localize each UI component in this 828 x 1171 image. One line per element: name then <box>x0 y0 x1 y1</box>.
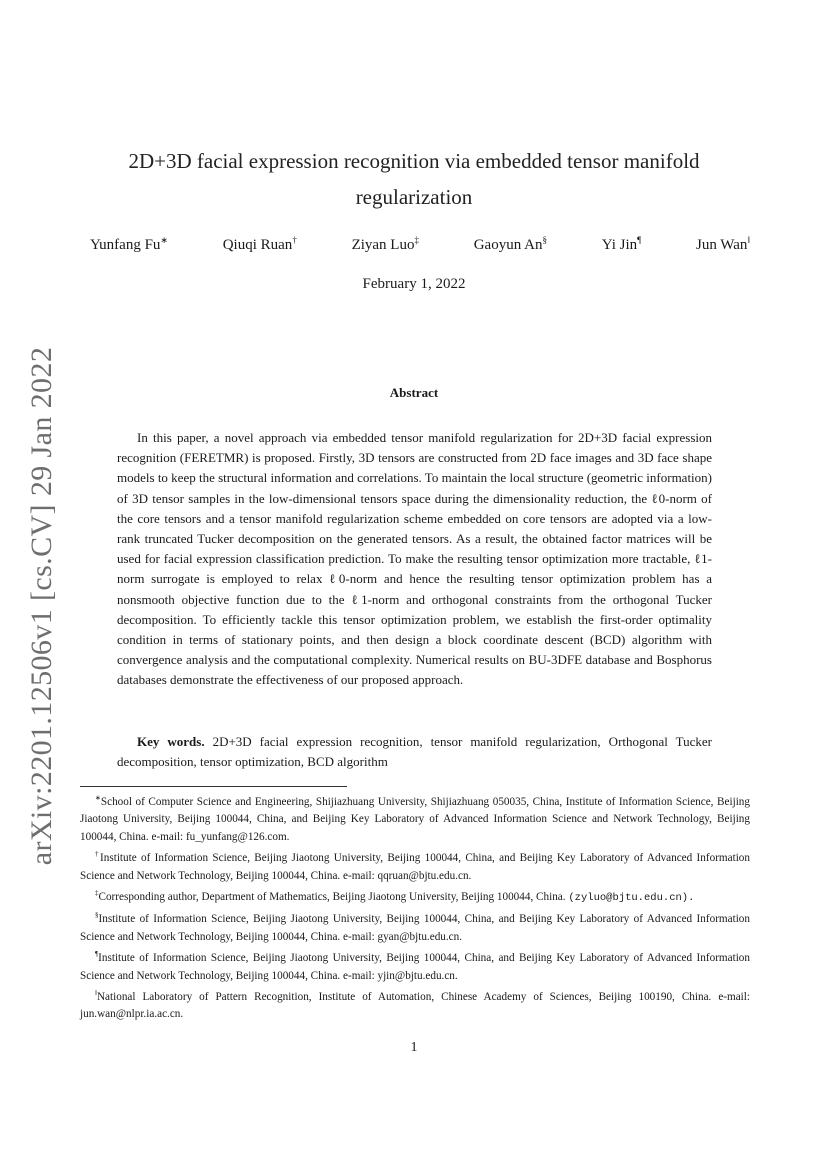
footnote <box>80 985 750 1024</box>
arxiv-identifier-stamp: arXiv:2201.12506v1 [cs.CV] 29 Jan 2022 <box>25 346 58 866</box>
footnote-email: (zyluo@bjtu.edu.cn). <box>568 892 695 905</box>
footnote <box>80 885 750 907</box>
footnote-mark: † <box>95 850 101 859</box>
author-mark: ‡ <box>414 235 419 245</box>
footnote-mark: ‖ <box>95 989 97 998</box>
footnote-text: Corresponding author, Department of Mathematics, Beijing Jiaotong University, Beijing 100044, China. <box>98 891 566 904</box>
abstract-body: In this paper, a novel approach via embedded tensor manifold regularization for 2D+3D facial expression recognition (FERETMR) is proposed. Firstly, 3D tensors are constructed from 2D face images and 3D face shape models to keep the structural information and correlations. To maintain the local structure (geometric information) of 3D tensor samples in the low-dimensional tensors space during the dimensionality reduction, the ℓ0-norm of the core tensors and a tensor manifold regularization scheme embedded on core tensors are adopted via a low-rank truncated Tucker decomposition on the generated tensors. As a result, the obtained factor matrices will be used for facial expression classification prediction. To make the resulting tensor optimization more tractable, ℓ1-norm surrogate is employed to relax ℓ0-norm and hence the resulting tensor optimization problem has a nonsmooth objective function due to the ℓ1-norm and orthogonal constraints from the orthogonal Tucker decomposition. To efficiently tackle this tensor optimization problem, we establish the first-order optimality condition in terms of stationary points, and then design a block coordinate descent (BCD) algorithm with convergence analysis and the computational complexity. Numerical results on BU-3DFE database and Bosphorus databases demonstrate the effectiveness of our proposed approach. <box>117 430 712 688</box>
footnote-mark: ‡ <box>95 889 99 898</box>
author-mark: § <box>542 235 547 245</box>
author-mark: ‖ <box>747 235 750 245</box>
author <box>352 235 419 254</box>
author-name: Gaoyun An <box>473 237 543 253</box>
footnote-mark: § <box>95 911 99 920</box>
author-mark: ∗ <box>160 235 168 245</box>
footnote <box>80 846 750 885</box>
author <box>696 235 750 254</box>
footnote-text: School of Computer Science and Engineering, Shijiazhuang University, Shijiazhuang 050035, China, Institute of Information Science, Beijing Jiaotong University, Beijing 100044, China, and Beijing Key Laboratory of Advanced Information Science and Network Technology, Beijing 100044, China. e-mail: fu_yunfang@126.com. <box>80 796 750 843</box>
author-name: Jun Wan <box>695 237 748 253</box>
footnote-text: Institute of Information Science, Beijing Jiaotong University, Beijing 100044, China, and Beijing Key Laboratory of Advanced Information Science and Network Technology, Beijing 100044, China. e-mail: yjin@bjtu.edu.cn. <box>80 952 750 982</box>
keywords-text: 2D+3D facial expression recognition, tensor manifold regularization, Orthogonal Tucker decomposition, tensor optimization, BCD algorithm <box>117 734 712 770</box>
keywords-label: Key words. <box>137 734 205 749</box>
author-name: Qiuqi Ruan <box>222 237 293 253</box>
footnotes <box>80 790 750 1024</box>
author-mark: ¶ <box>637 235 642 245</box>
publication-date: February 1, 2022 <box>362 276 466 292</box>
author <box>223 235 297 254</box>
footnote <box>80 790 750 846</box>
author <box>474 235 547 254</box>
author-list <box>90 235 750 254</box>
author <box>602 235 642 254</box>
author-name: Ziyan Luo <box>351 237 415 253</box>
footnote-text: Institute of Information Science, Beijing Jiaotong University, Beijing 100044, China, and Beijing Key Laboratory of Advanced Information Science and Network Technology, Beijing 100044, China. e-mail: gyan@bjtu.edu.cn. <box>80 913 750 943</box>
author-mark: † <box>292 235 297 245</box>
page-number: 1 <box>410 1040 418 1055</box>
abstract-heading: Abstract <box>389 385 439 400</box>
author-name: Yunfang Fu <box>90 237 161 253</box>
keywords-paragraph <box>117 732 712 772</box>
footnote-mark: ∗ <box>95 794 101 802</box>
footnote <box>80 907 750 946</box>
footnote-divider <box>80 786 347 787</box>
footnote-text: National Laboratory of Pattern Recognition, Institute of Automation, Chinese Academy of Sciences, Beijing 100190, China. e-mail: jun.wan@nlpr.ia.ac.cn. <box>80 991 750 1021</box>
author-name: Yi Jin <box>601 237 638 253</box>
paper-title: 2D+3D facial expression recognition via embedded tensor manifold regularization <box>128 149 700 209</box>
author <box>90 235 168 254</box>
footnote-text: Institute of Information Science, Beijing Jiaotong University, Beijing 100044, China, and Beijing Key Laboratory of Advanced Information Science and Network Technology, Beijing 100044, China. e-mail: qqruan@bjtu.edu.cn. <box>80 852 750 882</box>
footnote <box>80 946 750 985</box>
footnote-mark: ¶ <box>95 950 99 959</box>
